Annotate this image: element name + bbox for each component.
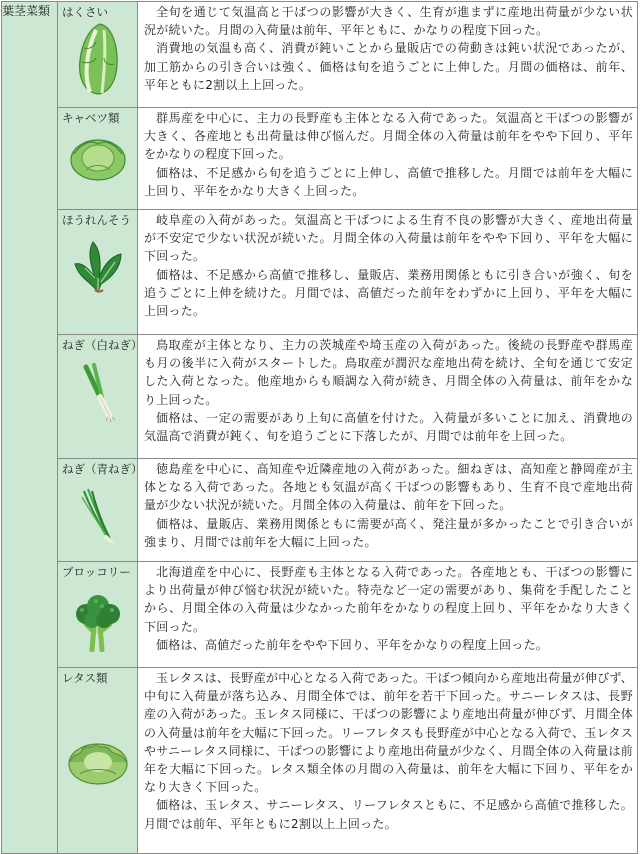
- item-name: ねぎ（白ねぎ）: [62, 338, 143, 352]
- item-name: ほうれんそう: [62, 213, 131, 227]
- item-description-cabbage: [138, 108, 638, 210]
- table-row: [2, 459, 638, 562]
- item-description-white-leek: [138, 335, 638, 459]
- table-row: [2, 210, 638, 335]
- item-cell-cabbage: [58, 108, 138, 210]
- cabbage-icon: [58, 134, 137, 182]
- item-name: ブロッコリー: [62, 565, 131, 579]
- item-cell-lettuce: [58, 668, 138, 854]
- paragraph: 価格は、量販店、業務用関係ともに需要が高く、発注量が多かったことで引き合いが強まり、月間では前年を大幅に上回った。: [144, 516, 633, 549]
- item-cell-broccoli: [58, 562, 138, 668]
- item-name: はくさい: [62, 5, 108, 19]
- item-description-hakusai: [138, 2, 638, 108]
- table-row: [2, 335, 638, 459]
- paragraph: 全旬を通じて気温高と干ばつの影響が大きく、生育が進まずに産地出荷量が少ない状況が続いた。月間の入荷量は前年、平年ともに、かなりの程度下回った。: [144, 5, 633, 38]
- item-name: レタス類: [62, 671, 108, 685]
- paragraph: 鳥取産が主体となり、主力の茨城産や埼玉産の入荷があった。後続の長野産や群馬産も月の後半に入荷がスタートした。鳥取産が潤沢な産地出荷を続け、全旬を通じて安定した入荷となった。他産地からも順調な入荷が続き、月間全体の入荷量は、前年をかなり上回った。: [144, 338, 633, 407]
- paragraph: 玉レタスは、長野産が中心となる入荷であった。干ばつ傾向から産地出荷量が伸びず、中旬に入荷量が落ち込み、月間全体では、前年を若干下回った。サニーレタスは、長野産の入荷があった。玉レタス同様に、干ばつの影響により産地出荷量が伸びず、月間全体の入荷量は前年を大幅に下回った。リーフレタスも長野産が中心となる入荷で、玉レタスやサニーレタス同様に、干ばつの影響により産地出荷量が少なく、月間全体の入荷量は前年を大幅に下回った。レタス類全体の月間の入荷量は、前年を大幅に下回り、平年をかなり大きく下回った。: [144, 671, 633, 795]
- green-onion-icon: [58, 487, 137, 543]
- paragraph: 価格は、玉レタス、サニーレタス、リーフレタスともに、不足感から高値で推移した。月間では前年、平年ともに2割以上上回った。: [144, 798, 633, 831]
- table-row: [2, 668, 638, 854]
- chinese-cabbage-icon: [58, 22, 137, 96]
- item-cell-spinach: [58, 210, 138, 335]
- spinach-icon: [58, 238, 137, 294]
- paragraph: 価格は、一定の需要があり上旬に高値を付けた。入荷量が多いことに加え、消費地の気温高で消費が鈍く、旬を追うごとに下落したが、月間では前年を上回った。: [144, 410, 633, 444]
- paragraph: 価格は、不足感から高値で推移し、量販店、業務用関係ともに引き合いが強く、旬を追うごとに上伸を続けた。月間では、高値だった前年をわずかに上回り、平年を大幅に上回った。: [144, 267, 633, 319]
- paragraph: 北海道産を中心に、長野産も主体となる入荷であった。各産地とも、干ばつの影響により出荷量が伸び悩む状況が続いた。特売など一定の需要があり、集荷を手配したことから、月間全体の入荷量は少なかった前年をかなりの程度上回り、平年をかなり大きく下回った。: [144, 565, 633, 634]
- category-label: 葉茎菜類: [2, 4, 51, 18]
- table-row: [2, 2, 638, 108]
- table-row: [2, 562, 638, 668]
- paragraph: 群馬産を中心に、主力の長野産も主体となる入荷であった。気温高と干ばつの影響が大きく、各産地とも出荷量は伸び悩んだ。月間全体の入荷量は前年をやや下回り、平年をかなりの程度下回った。: [144, 111, 633, 162]
- report-table-wrapper: [1, 1, 638, 852]
- item-description-broccoli: [138, 562, 638, 668]
- item-description-spinach: [138, 210, 638, 335]
- item-description-lettuce: [138, 668, 638, 854]
- table-row: [2, 108, 638, 210]
- item-cell-hakusai: [58, 2, 138, 108]
- paragraph: 価格は、不足感から旬を追うごとに上伸し、高値で推移した。月間では前年を大幅に上回り、平年をかなり大きく上回った。: [144, 165, 633, 198]
- paragraph: 消費地の気温も高く、消費が鈍いことから量販店での荷動きは鈍い状況であったが、加工筋からの引き合いは強く、価格は旬を追うごとに上伸した。月間の価格は、前年、平年ともに2割以上上回った。: [144, 41, 633, 92]
- paragraph: 価格は、高値だった前年をやや下回り、平年をかなりの程度上回った。: [156, 637, 549, 652]
- paragraph: 徳島産を中心に、高知産や近隣産地の入荷があった。細ねぎは、高知産と静岡産が主体となる入荷であった。各地とも気温が高く干ばつの影響もあり、生育不良で産地出荷量が少ない状況が続いた。月間全体の入荷量は、前年を下回った。: [144, 462, 633, 513]
- item-cell-green-onion: [58, 459, 143, 562]
- paragraph: 岐阜産の入荷があった。気温高と干ばつによる生育不良の影響が大きく、産地出荷量が不安定で少ない状況が続いた。月間全体の入荷量は前年をやや下回り、平年を大幅に下回った。: [144, 213, 633, 264]
- item-cell-white-leek: [58, 335, 143, 459]
- category-cell: [2, 2, 58, 854]
- lettuce-icon: [58, 734, 137, 786]
- item-description-green-onion: [138, 459, 638, 562]
- vegetable-report-table: [1, 1, 638, 854]
- white-leek-icon: [58, 363, 137, 423]
- item-name: ねぎ（青ねぎ）: [62, 462, 143, 476]
- item-name: キャベツ類: [62, 111, 120, 125]
- broccoli-icon: [58, 592, 137, 652]
